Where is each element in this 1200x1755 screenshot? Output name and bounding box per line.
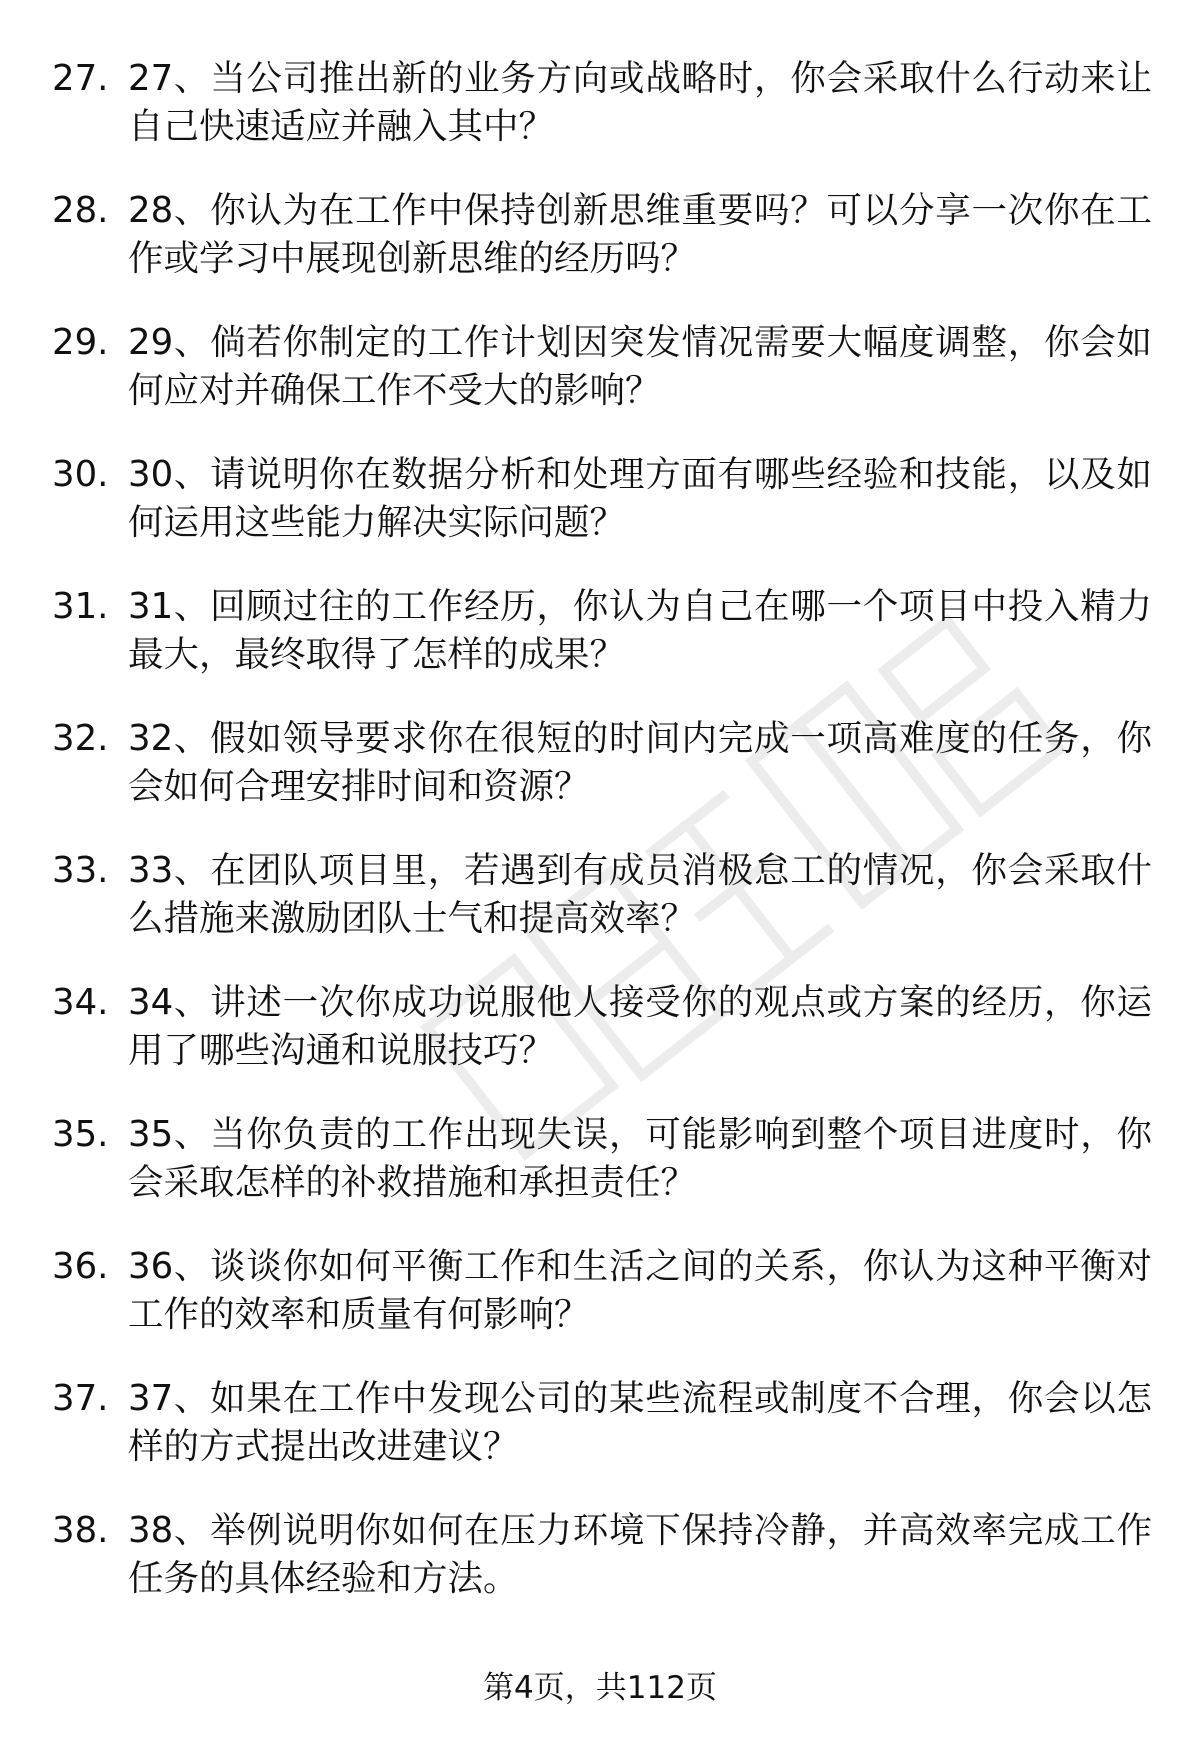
- question-number: 31.: [52, 586, 109, 627]
- question-number: 38.: [52, 1510, 109, 1551]
- question-number: 33.: [52, 850, 109, 891]
- list-item: [52, 319, 1152, 451]
- question-text: 33、在团队项目里，若遇到有成员消极怠工的情况，你会采取什么措施来激励团队士气和提高效率？: [128, 850, 1152, 939]
- question-text: 36、谈谈你如何平衡工作和生活之间的关系，你认为这种平衡对工作的效率和质量有何影响？: [128, 1246, 1152, 1335]
- list-item: [52, 1111, 1152, 1243]
- question-number: 36.: [52, 1246, 109, 1287]
- question-number: 32.: [52, 718, 109, 759]
- question-text: 30、请说明你在数据分析和处理方面有哪些经验和技能，以及如何运用这些能力解决实际问题？: [128, 454, 1152, 543]
- question-number: 30.: [52, 454, 109, 495]
- question-text: 28、你认为在工作中保持创新思维重要吗？可以分享一次你在工作或学习中展现创新思维的经历吗？: [128, 190, 1152, 279]
- question-text: 29、倘若你制定的工作计划因突发情况需要大幅度调整，你会如何应对并确保工作不受大的影响？: [128, 322, 1152, 411]
- list-item: [52, 583, 1152, 715]
- question-text: 34、讲述一次你成功说服他人接受你的观点或方案的经历，你运用了哪些沟通和说服技巧？: [128, 982, 1152, 1071]
- list-item: [52, 1375, 1152, 1507]
- list-item: [52, 715, 1152, 847]
- list-item: [52, 55, 1152, 187]
- list-item: [52, 187, 1152, 319]
- list-item: [52, 979, 1152, 1111]
- question-number: 34.: [52, 982, 109, 1023]
- question-text: 27、当公司推出新的业务方向或战略时，你会采取什么行动来让自己快速适应并融入其中？: [128, 58, 1152, 147]
- page-number-footer: 第4页，共112页: [483, 1670, 717, 1706]
- question-number: 37.: [52, 1378, 109, 1419]
- question-number: 28.: [52, 190, 109, 231]
- question-number: 29.: [52, 322, 109, 363]
- question-text: 31、回顾过往的工作经历，你认为自己在哪一个项目中投入精力最大，最终取得了怎样的成果？: [128, 586, 1152, 675]
- question-text: 38、举例说明你如何在压力环境下保持冷静，并高效率完成工作任务的具体经验和方法。: [128, 1510, 1152, 1599]
- list-item: [52, 1507, 1152, 1639]
- question-list: [52, 55, 1152, 1639]
- list-item: [52, 847, 1152, 979]
- question-text: 35、当你负责的工作出现失误，可能影响到整个项目进度时，你会采取怎样的补救措施和承担责任？: [128, 1114, 1152, 1203]
- question-number: 35.: [52, 1114, 109, 1155]
- question-text: 32、假如领导要求你在很短的时间内完成一项高难度的任务，你会如何合理安排时间和资源？: [128, 718, 1152, 807]
- list-item: [52, 1243, 1152, 1375]
- question-number: 27.: [52, 58, 109, 99]
- question-text: 37、如果在工作中发现公司的某些流程或制度不合理，你会以怎样的方式提出改进建议？: [128, 1378, 1152, 1467]
- list-item: [52, 451, 1152, 583]
